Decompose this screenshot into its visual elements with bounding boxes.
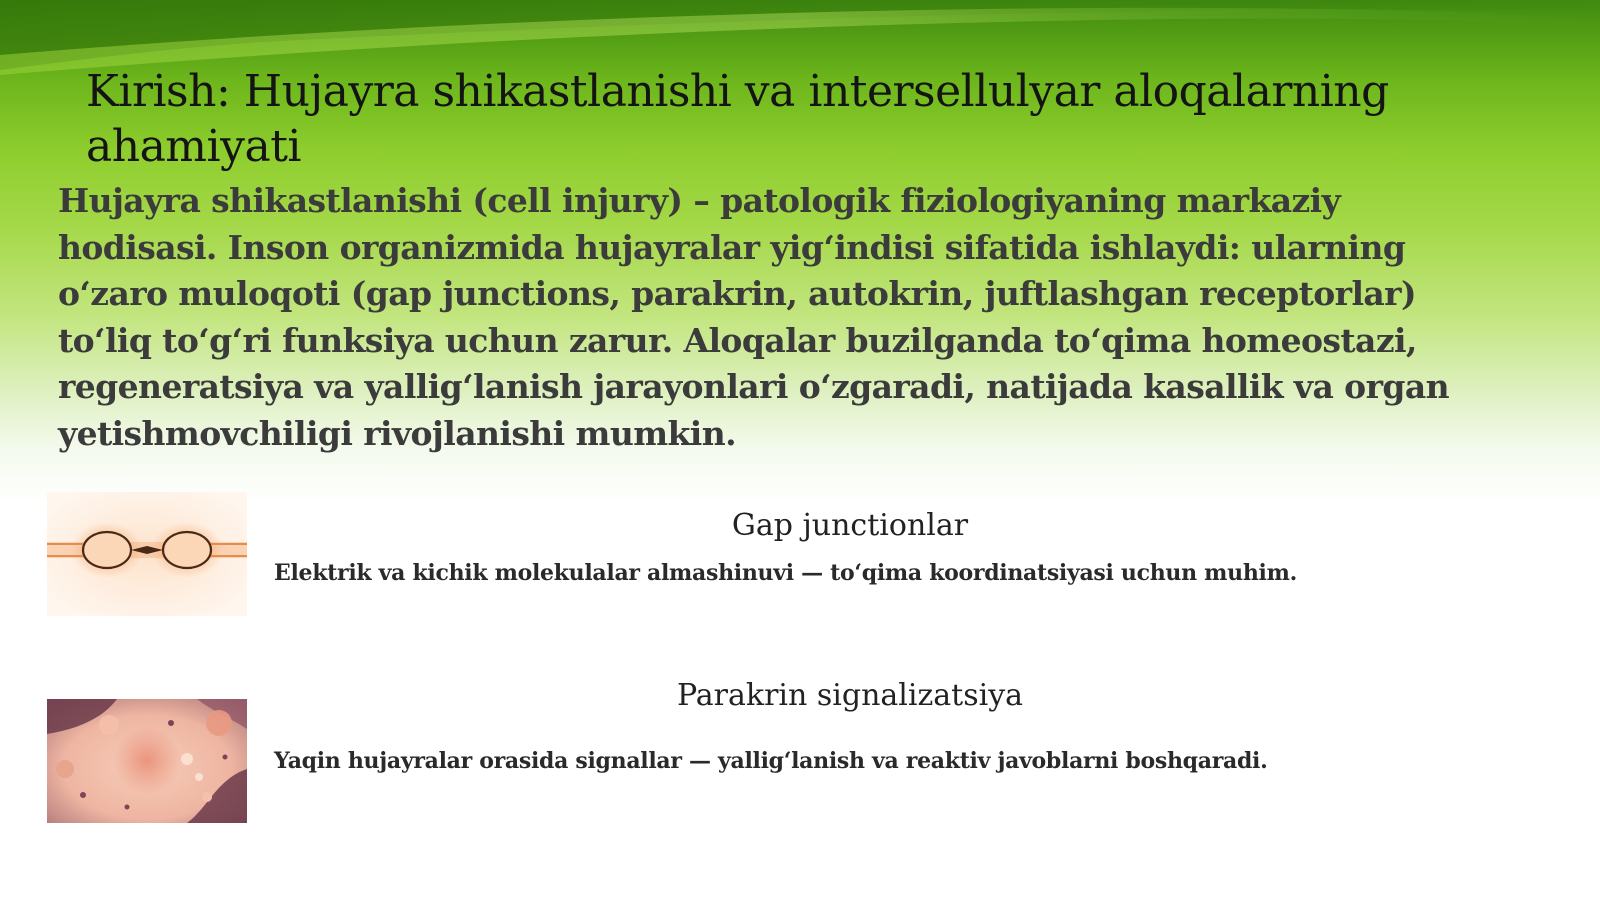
card-description-gap-junctions: Elektrik va kichik molekulalar almashinuvi — to‘qima koordinatsiyasi uchun muhim.	[274, 560, 1297, 586]
gap-junction-illustration	[47, 492, 247, 616]
card-heading-gap-junctions: Gap junctionlar	[731, 508, 969, 543]
paracrine-signaling-illustration	[47, 699, 247, 823]
card-heading-paracrine: Parakrin signalizatsiya	[676, 678, 1024, 713]
card-description-paracrine: Yaqin hujayralar orasida signallar — yallig‘lanish va reaktiv javoblarni boshqaradi.	[274, 748, 1268, 774]
slide-title: Kirish: Hujayra shikastlanishi va intersellulyar aloqalarning ahamiyati	[86, 66, 1389, 172]
intro-paragraph: Hujayra shikastlanishi (cell injury) – patologik fiziologiyaning markaziy hodisasi. Inson organizmida hujayralar yig‘indisi sifatida ishlaydi: ularning o‘zaro muloqoti (gap junctions, parakrin, autokrin, juftlashgan receptorlar) to‘liq to‘g‘ri funksiya uchun zarur. Aloqalar buzilganda to‘qima homeostazi, regeneratsiya va yallig‘lanish jarayonlari o‘zgaradi, natijada kasallik va organ yetishmovchiligi rivojlanishi mumkin.	[58, 181, 1450, 453]
